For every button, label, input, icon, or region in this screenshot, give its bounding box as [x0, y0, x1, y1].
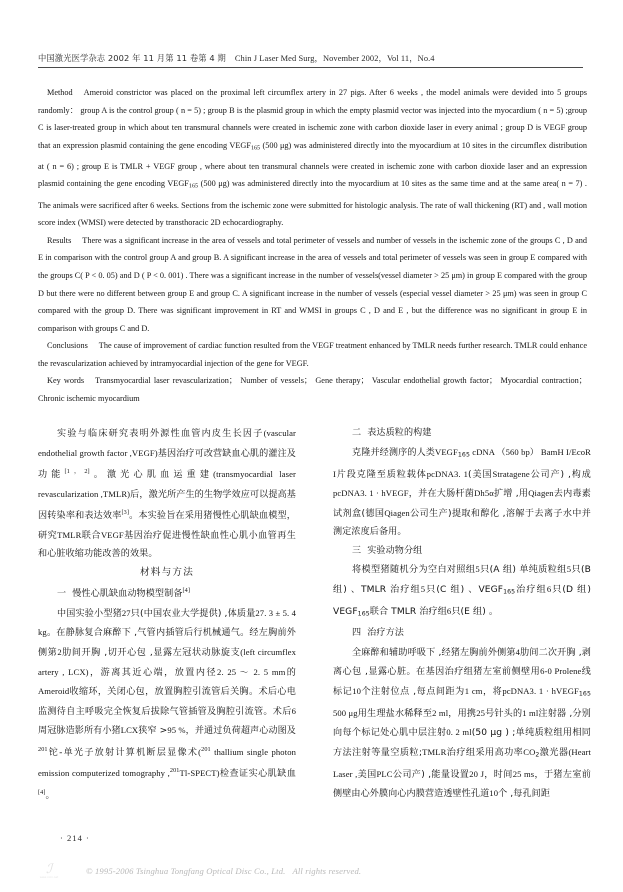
p5-seg-h: 号针头的: [484, 708, 523, 719]
keywords-label: Key words: [47, 376, 85, 385]
conclusions-text: The cause of improvement of cardiac function resulted from the VEGF treatment enhanced by TMLR needs further research. TMLR could enhance the revascularization achieved by intramyocardial injection of the gene for VEGF.: [38, 341, 587, 368]
cnki-url: www.cnki.net: [39, 876, 59, 879]
p5-seg-q: 个 ,每孔间距: [498, 789, 551, 800]
p2-weight: 27. 3 ± 5. 4 kg: [38, 607, 296, 638]
p3-seg-f: 扩增 ,用: [493, 489, 529, 500]
p4-seg-c: 只(B 组) 、TMLR 治疗组: [333, 565, 591, 595]
p3-seg-h: 公司生产)提取和醇化 ,溶解于去离子水中并测定浓度后备用。: [333, 508, 591, 538]
p3-seg-b: 片段克隆至质粒载体: [335, 469, 427, 480]
p3-seg-e: ，并在大肠杆菌: [408, 489, 475, 500]
p2-en-paren: (: [198, 746, 202, 757]
p5-vol-2ml: 2 ml: [432, 707, 449, 718]
p5-seg-a: 全麻醉和辅助呼吸下 ,经猪左胸前外侧第: [352, 647, 516, 658]
subsection-heading-1: [38, 582, 296, 604]
intro-en-vegf: (vascular endothelial growth factor ,VEGF): [38, 428, 296, 458]
p3-seg-c: (美国: [468, 469, 493, 480]
isotope-superscript-1: 201: [38, 745, 48, 753]
p4-seg-h: 只(E 组) 。: [451, 606, 499, 617]
intro-seg-b: 基因治疗可改营缺血心肌的灌注及功能: [38, 448, 296, 481]
running-head-chinese: 中国激光医学杂志 2002 年 11 月第 11 卷第 4 期: [38, 53, 226, 63]
section-heading-materials: 材料与方法: [140, 566, 194, 578]
reference-marker-3: [3]: [121, 509, 130, 517]
intro-paragraph: [38, 424, 296, 564]
p4-n-d: 6: [546, 583, 552, 594]
method-text-1: Ameroid constrictor was placed on the proximal left circumflex artery in 27 pigs. After 6 weeks , the model animals were devided into 5 groups randomly： group A is the control group ( n = 5) ; group B is the plasmid group in which the empty plasmid vector was injected into the myocardium ( n = 5) ;group C is laser-treated group in which about ten transmural channels were created in ischemic zone with carbon dioxide laser in every animal ; group D is VEGF group that an expression plasmid containing the gene encoding VEGF: [38, 88, 587, 150]
p5-en-prolene: 6-0 Prolene: [540, 666, 582, 677]
p5-energy-20j: 20 J: [469, 768, 485, 779]
abstract-results-paragraph: [38, 232, 587, 338]
reference-marker-1: [1，2]: [64, 468, 90, 476]
page-number: · 214 ·: [60, 833, 90, 843]
p3-en-qiagen: Qiagen: [528, 488, 554, 499]
p5-channels-10: 10: [489, 788, 499, 799]
p2-seg-d: 肋间开胸 ,切开心包 ,显露左冠状动脉旋支: [61, 648, 241, 659]
keywords-block: [38, 372, 587, 407]
p5-time-25ms: 25 ms: [512, 768, 535, 779]
p5-seg-c: 线标记: [333, 667, 591, 697]
p2-seg-j: ，并通过负荷超声心动图及: [185, 726, 296, 737]
cnki-logo-icon: [38, 862, 60, 882]
abstract-method-paragraph: [38, 84, 587, 232]
p3-seg-d: 公司产) ,构成: [529, 469, 591, 480]
subsection-4-number: 四: [352, 627, 362, 638]
copyright-text: © 1995-2006 Tsinghua Tongfang Optical Disc Co., Ltd.: [86, 866, 286, 876]
p3-en-pcdna-hvegf: pcDNA3. 1 · hVEGF: [333, 488, 409, 499]
p4-seg-g: 联合 TMLR 治疗组: [369, 606, 447, 617]
isotope-superscript-2: 201: [201, 745, 211, 753]
subsection-2-title: 表达质粒的构建: [367, 428, 432, 438]
vegf-subscript-4: 165: [503, 588, 516, 596]
p5-seg-d: 个注射位点 ,每点间距为: [361, 686, 465, 697]
p2-en-ameroid: Ameroid: [38, 686, 70, 697]
p4-seg-e: 治疗组: [515, 584, 547, 595]
subsection-3-number: 三: [352, 545, 362, 556]
intro-seg-d: 后，激光所产生的生物学效应可以提高基因转染率和表达效率: [38, 489, 296, 522]
p5-en-heart-laser: (Heart Laser ,: [333, 746, 591, 779]
p2-num-27: 27: [121, 607, 131, 618]
vegf-subscript-6: 165: [578, 690, 592, 698]
p3-en-cdna: cDNA （560 bp） BamH I/EcoR I: [333, 446, 591, 479]
p5-rib-4: 4: [515, 646, 521, 657]
abstract-conclusions-paragraph: [38, 337, 587, 372]
p5-dose-500: 500 μg: [333, 707, 358, 718]
p4-seg-d: 只(C 组) 、VEGF: [425, 584, 504, 595]
copyright-line: [86, 866, 361, 876]
body-columns: [38, 424, 591, 834]
conclusions-label: Conclusions: [47, 341, 88, 351]
subsection-heading-4: [333, 624, 591, 643]
p5-syringe-1ml: 1 ml: [522, 707, 539, 718]
reference-marker-4b: [4]: [38, 788, 46, 796]
keywords-text: Transmyocardial laser revascularization； Number of vessels； Gene therapy； Vascular endothelial growth factor； Myocardial contraction； Chronic ischemic myocardium: [38, 376, 587, 403]
p3-en-vegf: VEGF: [435, 446, 458, 457]
p3-en-dh5a: Dh5α: [474, 488, 494, 499]
plasmid-construction-paragraph: [333, 443, 591, 542]
rights-text: All rights reserved.: [292, 866, 362, 876]
p5-seg-p: ，于猪左室前侧壁由心外膜向心内膜营造透壁性孔道: [333, 769, 591, 800]
subsection-heading-2: [333, 424, 591, 443]
method-text-2: (500 μg) was administered directly into the myocardium at 10 sites in the circumflex distribution at ( n = 6) ; group E is TMLR + VEGF group , where about ten transmural channels were created in ischemic zone with carbon dioxide laser and an expression plasmid containing the gene encoding VEGF: [38, 140, 587, 189]
footer-watermark: [38, 862, 587, 886]
p2-seg-f: 的: [285, 667, 296, 678]
p5-seg-i: 注射器 ,分别向每个标记处心肌中层注射: [333, 708, 591, 739]
p3-seg-g: 去内毒素试剂盒(德国: [333, 489, 591, 519]
abstract-block: [38, 84, 587, 373]
subsection-heading-3: [333, 542, 591, 561]
results-label: Results: [47, 235, 72, 245]
running-head-rule: [38, 52, 583, 68]
p4-seg-a: 将模型猪随机分为空白对照组: [352, 565, 476, 576]
intro-seg-a: 实验与临床研究表明外源性血管内皮生长因子: [57, 429, 264, 439]
p2-diameter: 2. 25 ～ 2. 5 mm: [217, 666, 286, 677]
subsection-2-number: 二: [352, 428, 362, 438]
p2-seg-h: 周冠脉造影所有小猪: [38, 726, 121, 737]
p2-seg-i: 狭窄 >: [138, 726, 168, 737]
p3-en-stratagene: Stratagene: [492, 468, 530, 479]
intro-seg-f: 联合: [81, 530, 101, 541]
p5-seg-m: 美国: [357, 769, 377, 780]
intro-en-vegf-2: VEGF: [100, 529, 124, 540]
p5-seg-j: (50 μg ) ;单纯质粒组用相同方法注射等量空质粒;: [333, 728, 592, 758]
reference-marker-4: [4]: [182, 587, 191, 595]
p4-n-a: 5: [475, 564, 480, 575]
intro-en-tmlr-2: TMLR: [57, 529, 82, 540]
p2-seg-e: ，游离其近心端，放置内径: [88, 667, 218, 678]
intro-seg-c: 。激光心肌血运重建: [89, 470, 214, 481]
p3-seg-a: 克隆并经测序的人类: [352, 447, 436, 458]
p5-en-co2: CO: [523, 746, 536, 757]
p5-seg-l: 激光器: [539, 747, 569, 758]
p5-seg-e: ，将: [482, 686, 503, 697]
running-head: [38, 52, 587, 68]
p5-spacing-1cm: 1 cm: [464, 685, 483, 696]
p2-en-spect: Tl-SPECT): [179, 768, 220, 779]
intro-en-tmlr: (transmyocardial laser revascularization ,TMLR): [38, 469, 296, 499]
p2-en-spect-desc: thallium single photon emission computerized tomography ,: [38, 746, 296, 779]
p2-weeks-6: 6: [291, 705, 296, 716]
body-column-right: [333, 424, 591, 804]
p2-seg-c: 。在静脉复合麻醉下 ,气管内插管后行机械通气。经左胸前外侧第: [38, 628, 296, 659]
p3-en-qiagen-2: Qiagen: [384, 507, 410, 518]
p4-n-c: 5: [420, 583, 426, 594]
animal-grouping-paragraph: [333, 560, 591, 624]
body-column-left: [38, 424, 296, 805]
p2-seg-m: 。: [45, 790, 55, 801]
vegf-subscript-5: 165: [357, 610, 370, 618]
p5-en-pcdna-hvegf: pcDNA3. 1 · hVEGF: [502, 685, 579, 696]
p2-stenosis: 95 %: [167, 725, 186, 736]
method-text-3: (500 μg) was administered directly into the myocardium at 10 sites as the same time and at the same area( n = 7) . The animals were sacrificed after 6 weeks. Sections from the ischemic zone were submitted for histologic analysis. The rate of wall thickening (RT) and , wall motion score index (WMSI) were detected by transthoracic 2D echocardiography.: [38, 179, 587, 228]
p5-sites-10: 10: [352, 685, 362, 696]
p5-seg-k: 治疗组采用高功率: [446, 747, 524, 758]
p5-seg-n: 公司产) ,能量设置: [392, 769, 470, 780]
vegf-subscript-3: 165: [457, 451, 470, 459]
method-label: Method: [47, 88, 73, 97]
subsection-4-title: 治疗方法: [367, 627, 404, 638]
p3-en-pcdna: pcDNA3. 1: [426, 468, 469, 479]
p5-en-tmlr: TMLR: [422, 746, 447, 757]
p2-seg-k: 铊-单光子放射计算机断层显像术: [47, 747, 199, 758]
model-preparation-paragraph: [38, 604, 296, 805]
keywords-paragraph: [38, 372, 587, 407]
p4-n-e: 6: [446, 605, 452, 616]
p2-seg-a: 中国实验小型猪: [57, 608, 122, 619]
subsection-3-title: 实验动物分组: [367, 545, 423, 556]
p5-seg-f: 用生理盐水稀释至: [357, 708, 433, 719]
p2-rib-2: 2: [57, 647, 62, 658]
p2-seg-g: 收缩环，关闭心包，放置胸腔引流管后关胸。术后心电监测待自主呼吸完全恢复后拔除气管插管及胸腔引流管。术后: [38, 687, 296, 717]
p4-seg-f: 只(D 组) VEGF: [333, 584, 591, 617]
intro-seg-g: 基因治疗促进慢性缺血性心肌小血管再生和心脏收缩功能改善的效果。: [38, 530, 296, 560]
isotope-superscript-3: 201: [169, 767, 180, 775]
p5-en-plc: PLC: [376, 768, 393, 779]
p4-n-b: 5: [566, 564, 572, 575]
vegf-subscript-2: 165: [188, 183, 199, 190]
p2-en-lcx-2: LCX: [120, 725, 139, 736]
p2-seg-l: 检查证实心肌缺血: [219, 769, 296, 780]
intro-seg-e: 。本实验旨在采用猪慢性心肌缺血模型，研究: [38, 511, 296, 541]
p5-seg-g: ，用携: [448, 708, 477, 719]
p5-seg-b: 肋间二次开胸 ,剥离心包 ,显露心脏。在基因治疗组猪左室前侧壁用: [333, 647, 592, 678]
co2-subscript: 2: [535, 751, 540, 759]
p5-seg-o: ，时间: [484, 769, 513, 780]
subsection-1-title: 慢性心肌缺血动物模型制备: [72, 589, 183, 600]
running-head-english: Chin J Laser Med Surg，November 2002，Vol 11，No.4: [234, 54, 435, 63]
subsection-1-number: 一: [57, 589, 67, 600]
p2-en-lcx: (left circumflex artery , LCX): [38, 647, 296, 677]
p5-needle-25: 25: [476, 707, 485, 718]
p2-seg-b: 只(中国农业大学提供) ,体质量: [130, 608, 256, 619]
vegf-subscript-1: 165: [250, 145, 261, 152]
cnki-glyph: ℐ: [45, 861, 53, 876]
treatment-method-paragraph: [333, 643, 591, 804]
p5-inject-02ml: 0. 2 ml: [446, 727, 472, 738]
results-text: There was a significant increase in the area of vessels and total perimeter of vessels and number of vessels in the ischemic zone of the groups C , D and E in comparison with the control group A and group B. A significant increase in the area of vessels and total perimeter of vessels was seen in group E compared with the groups C( P < 0. 05) and D ( P < 0. 001) . There was a significant increase in the number of vessels(vessel diameter > 25 μm) in group E compared with the group D but there were no different between group E and group C. A significant increase in the number of vessels (especial vessel diameter > 25 μm) was seen in group C compared with the group D. There was significant improvement in RT and WMSI in groups C , D and E , but the difference was no significant in group E in comparison with groups C and D.: [38, 235, 587, 333]
p4-seg-b: 只(A 组) 单纯质粒组: [479, 565, 567, 576]
